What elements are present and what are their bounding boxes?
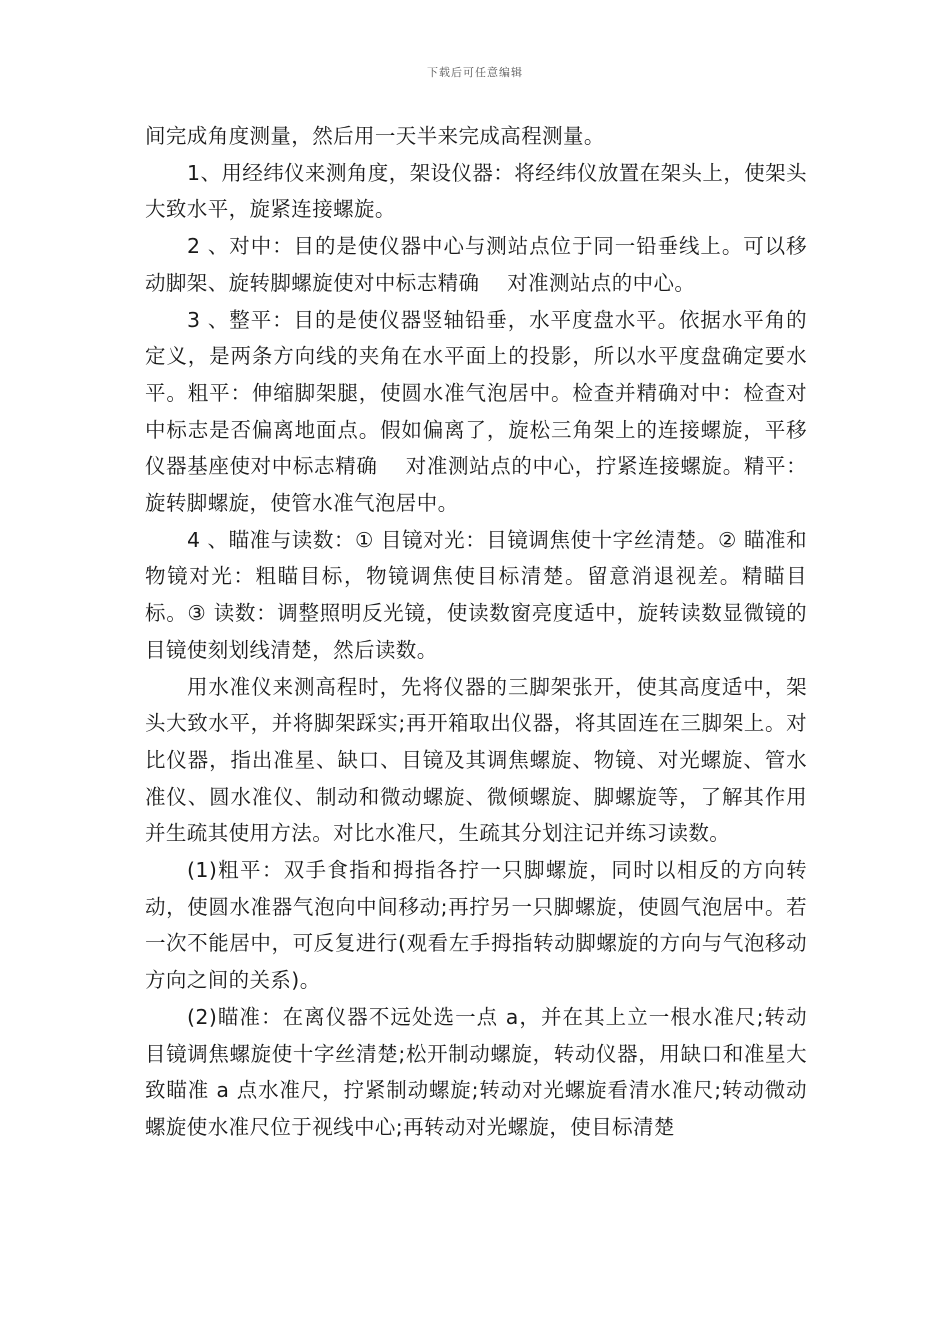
- document-body: [145, 118, 807, 1146]
- paragraph-rough-leveling: (1)粗平：双手食指和拇指各拧一只脚螺旋，同时以相反的方向转动，使圆水准器气泡向中间移动;再拧另一只脚螺旋，使圆气泡居中。若一次不能居中，可反复进行(观看左手拇指转动脚螺旋的方向与气泡移动方向之间的关系)。: [145, 858, 807, 993]
- paragraph-step-2: 2 、对中：目的是使仪器中心与测站点位于同一铅垂线上。可以移动脚架、旋转脚螺旋使对中标志精确 对准测站点的中心。: [145, 234, 807, 295]
- paragraph-step-3: 3 、整平：目的是使仪器竖轴铅垂，水平度盘水平。依据水平角的定义，是两条方向线的夹角在水平面上的投影，所以水平度盘确定要水平。粗平：伸缩脚架腿，使圆水准气泡居中。检查并精确对中：检查对中标志是否偏离地面点。假如偏离了，旋松三角架上的连接螺旋，平移仪器基座使对中标志精确 对准测站点的中心，拧紧连接螺旋。精平：旋转脚螺旋，使管水准气泡居中。: [145, 307, 807, 516]
- paragraph-continuation: 间完成角度测量，然后用一天半来完成高程测量。: [145, 124, 605, 148]
- paragraph-step-4: 4 、瞄准与读数：① 目镜对光：目镜调焦使十字丝清楚。② 瞄准和物镜对光：粗瞄目标，物镜调焦使目标清楚。留意消退视差。精瞄目标。③ 读数：调整照明反光镜，使读数窗亮度适中，旋转读数显微镜的目镜使刻划线清楚，然后读数。: [145, 527, 807, 662]
- paragraph-level-instrument: 用水准仪来测高程时，先将仪器的三脚架张开，使其高度适中，架头大致水平，并将脚架踩实;再开箱取出仪器，将其固连在三脚架上。对比仪器，指出准星、缺口、目镜及其调焦螺旋、物镜、对光螺旋、管水准仪、圆水准仪、制动和微动螺旋、微倾螺旋、脚螺旋等，了解其作用并生疏其使用方法。对比水准尺，生疏其分划注记并练习读数。: [145, 674, 807, 846]
- paragraph-aiming: (2)瞄准：在离仪器不远处选一点 a，并在其上立一根水准尺;转动目镜调焦螺旋使十字丝清楚;松开制动螺旋，转动仪器，用缺口和准星大致瞄准 a 点水准尺，拧紧制动螺旋;转动对光螺旋看清水准尺;转动微动螺旋使水准尺位于视线中心;再转动对光螺旋，使目标清楚: [145, 1004, 807, 1139]
- paragraph-step-1: 1、用经纬仪来测角度，架设仪器：将经纬仪放置在架头上，使架头大致水平，旋紧连接螺旋。: [145, 160, 807, 222]
- page-header: 下载后可任意编辑: [427, 66, 523, 79]
